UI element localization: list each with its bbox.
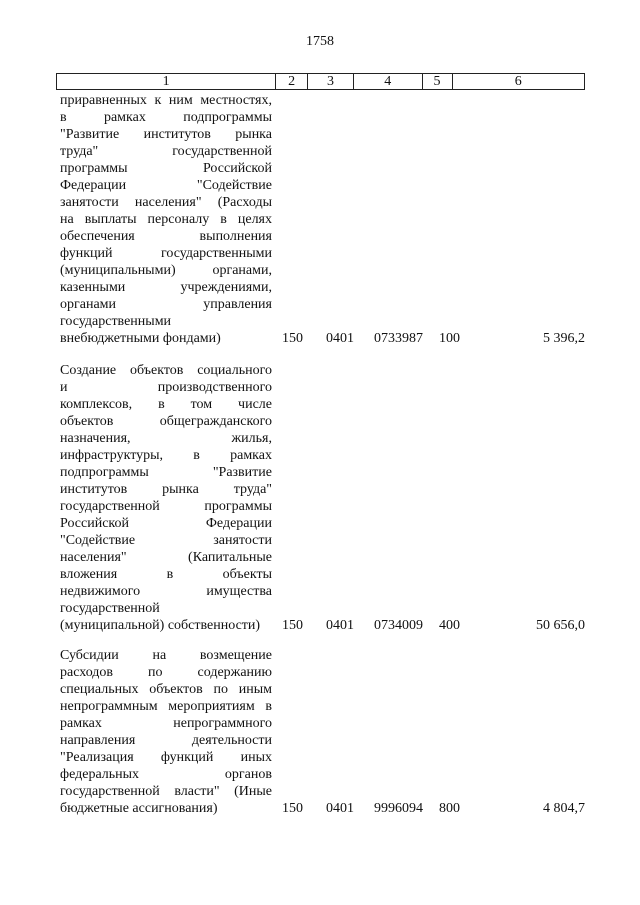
row-col-4: 0734009 bbox=[374, 618, 423, 633]
row-col-6: 50 656,0 bbox=[536, 618, 585, 633]
row-col-4: 9996094 bbox=[374, 801, 423, 816]
description-line: обеспечения выполнения bbox=[60, 229, 272, 244]
description-line: органами управления bbox=[60, 297, 272, 312]
description-line: специальных объектов по иным bbox=[60, 682, 272, 697]
row-col-5: 400 bbox=[439, 618, 460, 633]
description-line: Создание объектов социального bbox=[60, 363, 272, 378]
description-line: программы Российской bbox=[60, 161, 272, 176]
row-col-2: 150 bbox=[282, 331, 303, 346]
description-line: на выплаты персоналу в целях bbox=[60, 212, 272, 227]
description-line: государственной программы bbox=[60, 499, 272, 514]
row-description bbox=[60, 647, 272, 817]
description-line: "Реализация функций иных bbox=[60, 750, 272, 765]
row-col-3: 0401 bbox=[326, 618, 354, 633]
description-line: Российской Федерации bbox=[60, 516, 272, 531]
row-col-4: 0733987 bbox=[374, 331, 423, 346]
header-col-3: 3 bbox=[308, 74, 354, 89]
description-line: государственными bbox=[60, 314, 172, 329]
description-line: Субсидии на возмещение bbox=[60, 648, 272, 663]
description-line: занятости населения" (Расходы bbox=[60, 195, 272, 210]
row-col-3: 0401 bbox=[326, 801, 354, 816]
description-line: недвижимого имущества bbox=[60, 584, 272, 599]
row-col-6: 4 804,7 bbox=[543, 801, 585, 816]
description-line: назначения, жилья, bbox=[60, 431, 272, 446]
description-line: рамках непрограммного bbox=[60, 716, 272, 731]
description-line: федеральных органов bbox=[60, 767, 272, 782]
description-line: непрограммным мероприятиям в bbox=[60, 699, 272, 714]
description-line: государственной власти" (Иные bbox=[60, 784, 272, 799]
table-row bbox=[60, 92, 585, 347]
description-line: "Развитие институтов рынка bbox=[60, 127, 272, 142]
header-col-5: 5 bbox=[423, 74, 453, 89]
description-line: (муниципальными) органами, bbox=[60, 263, 272, 278]
description-line: внебюджетными фондами) bbox=[60, 331, 221, 346]
description-line: труда" государственной bbox=[60, 144, 272, 159]
row-description bbox=[60, 92, 272, 347]
description-line: приравненных к ним местностях, bbox=[60, 93, 272, 108]
table-header-row bbox=[56, 73, 585, 90]
description-line: в рамках подпрограммы bbox=[60, 110, 272, 125]
description-line: государственной bbox=[60, 601, 160, 616]
row-col-6: 5 396,2 bbox=[543, 331, 585, 346]
description-line: направления деятельности bbox=[60, 733, 272, 748]
description-line: подпрограммы "Развитие bbox=[60, 465, 272, 480]
description-line: (муниципальной) собственности) bbox=[60, 618, 261, 633]
header-col-6: 6 bbox=[514, 74, 522, 89]
header-col-2: 2 bbox=[276, 74, 308, 89]
page-number: 1758 bbox=[306, 34, 334, 49]
description-line: вложения в объекты bbox=[60, 567, 272, 582]
header-col-4: 4 bbox=[354, 74, 423, 89]
table-row bbox=[60, 362, 585, 634]
row-col-5: 100 bbox=[439, 331, 460, 346]
description-line: институтов рынка труда" bbox=[60, 482, 272, 497]
row-col-5: 800 bbox=[439, 801, 460, 816]
description-line: объектов общегражданского bbox=[60, 414, 272, 429]
row-description bbox=[60, 362, 272, 634]
description-line: казенными учреждениями, bbox=[60, 280, 272, 295]
header-col-1: 1 bbox=[57, 74, 276, 89]
description-line: населения" (Капитальные bbox=[60, 550, 272, 565]
description-line: функций государственными bbox=[60, 246, 272, 261]
description-line: расходов по содержанию bbox=[60, 665, 272, 680]
description-line: и производственного bbox=[60, 380, 272, 395]
table-row bbox=[60, 647, 585, 817]
description-line: инфраструктуры, в рамках bbox=[60, 448, 272, 463]
row-col-2: 150 bbox=[282, 801, 303, 816]
description-line: бюджетные ассигнования) bbox=[60, 801, 218, 816]
description-line: комплексов, в том числе bbox=[60, 397, 272, 412]
row-col-2: 150 bbox=[282, 618, 303, 633]
description-line: "Содействие занятости bbox=[60, 533, 272, 548]
row-col-3: 0401 bbox=[326, 331, 354, 346]
description-line: Федерации "Содействие bbox=[60, 178, 272, 193]
